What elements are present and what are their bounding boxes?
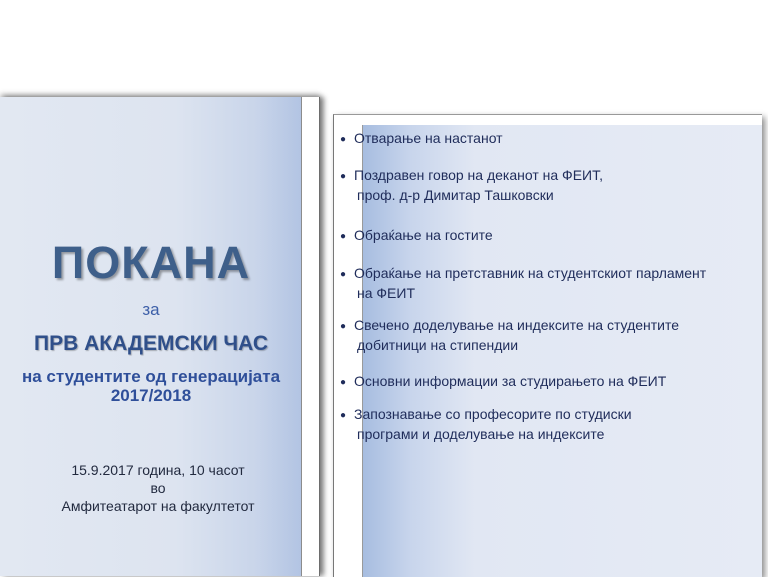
invitation-panel	[0, 97, 320, 576]
invitation-title: ПОКАНА	[51, 237, 251, 288]
agenda-item	[340, 264, 706, 302]
event-at-text: во	[150, 480, 166, 496]
agenda-item	[340, 166, 603, 204]
agenda-item-line2: програми и доделување на индексите	[357, 426, 605, 442]
bullet-icon: ●	[340, 134, 347, 145]
agenda-item-line1: Основни информации за студирањето на ФЕИТ	[354, 373, 667, 389]
bullet-icon: ●	[340, 410, 347, 421]
agenda-item	[340, 226, 493, 246]
agenda-item	[340, 316, 679, 354]
bullet-icon: ●	[340, 321, 347, 332]
event-title: ПРВ АКАДЕМСКИ ЧАС	[34, 332, 268, 355]
agenda-item-line1: Запознавање со професорите по студиски	[354, 406, 632, 422]
invitation-for-text: за	[142, 300, 160, 319]
audience-line-2: 2017/2018	[110, 386, 192, 405]
agenda-item-line2: проф. д-р Димитар Ташковски	[357, 187, 554, 203]
audience-text	[0, 367, 302, 405]
agenda-item-line2: на ФЕИТ	[357, 285, 416, 301]
event-details	[0, 461, 316, 515]
bullet-icon: ●	[340, 377, 347, 388]
agenda-item	[340, 405, 632, 443]
agenda-item	[340, 129, 503, 149]
panel-edge-divider	[301, 97, 320, 576]
agenda-item-line1: Свечено доделување на индексите на студентите	[354, 317, 680, 333]
bullet-icon: ●	[340, 231, 347, 242]
bullet-icon: ●	[340, 171, 347, 182]
event-date-time: 15.9.2017 година, 10 часот	[71, 462, 245, 478]
agenda-item-line1: Поздравен говор на деканот на ФЕИТ,	[354, 167, 603, 183]
agenda-item-line2: добитници на стипендии	[357, 337, 519, 353]
agenda-item-line1: Обраќање на гостите	[354, 227, 493, 243]
event-place: Амфитеатарот на факултетот	[61, 498, 255, 514]
agenda-item-line1: Обраќање на претставник на студентскиот парламент	[354, 265, 707, 281]
bullet-icon: ●	[340, 269, 347, 280]
audience-line-1: на студентите од генерацијата	[21, 367, 281, 386]
agenda-item-line1: Отварање на настанот	[354, 130, 503, 146]
agenda-panel	[333, 114, 762, 577]
agenda-item	[340, 372, 666, 392]
